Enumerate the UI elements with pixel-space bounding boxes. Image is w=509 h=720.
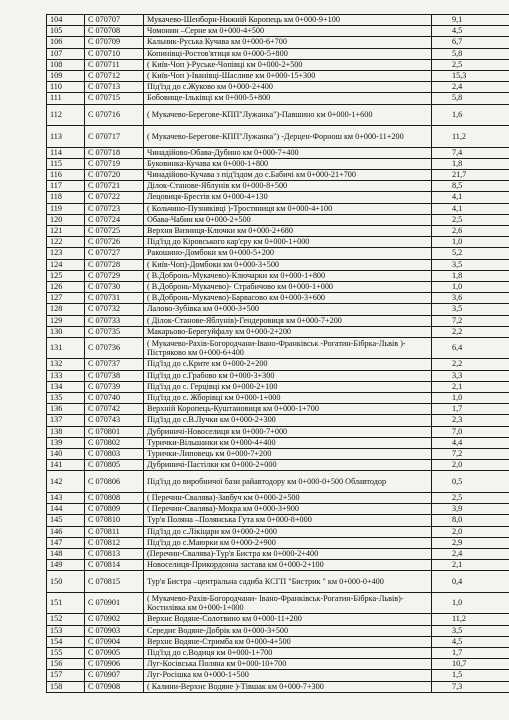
table-row xyxy=(47,126,509,148)
road-code: С 070715 xyxy=(85,93,144,104)
road-length: 1,8 xyxy=(432,270,509,281)
table-row xyxy=(47,82,509,93)
row-number: 137 xyxy=(47,415,85,426)
table-row xyxy=(47,370,509,381)
road-code: С 070713 xyxy=(85,82,144,93)
row-number: 124 xyxy=(47,259,85,270)
road-length: 2,1 xyxy=(432,560,509,571)
row-number: 154 xyxy=(47,636,85,647)
road-code: С 070814 xyxy=(85,560,144,571)
road-name: ( Мукачево-Рахів-Богородчани- Івано-Франківськ-Рогатин-Бібрка-Львів)-Костилівка км 0+000-1+000 xyxy=(144,592,432,614)
road-name: Під'їзд до с.Водиця км 0+000-1+700 xyxy=(144,648,432,659)
table-row xyxy=(47,226,509,237)
road-name: ( Кольчино-Пузняківці )-Тростяниця км 0+000-4+100 xyxy=(144,203,432,214)
road-name: Верхнє Водяне-Стримба км 0+000-4+500 xyxy=(144,636,432,647)
road-name: Дубриничі-Новоселиця км 0+000-7+000 xyxy=(144,426,432,437)
road-name: Лецовиця-Брестів км 0+000-4+130 xyxy=(144,192,432,203)
road-length: 1,8 xyxy=(432,158,509,169)
row-number: 148 xyxy=(47,548,85,559)
row-number: 150 xyxy=(47,571,85,593)
table-row xyxy=(47,315,509,326)
table-row xyxy=(47,515,509,526)
road-name: Верхнє Водяне-Солотвино км 0+000-11+200 xyxy=(144,614,432,625)
row-number: 120 xyxy=(47,214,85,225)
road-length: 7,0 xyxy=(432,426,509,437)
table-row xyxy=(47,326,509,337)
table-row xyxy=(47,248,509,259)
road-code: С 070742 xyxy=(85,404,144,415)
table-row xyxy=(47,448,509,459)
road-length: 3,9 xyxy=(432,504,509,515)
table-row xyxy=(47,158,509,169)
road-length: 5,2 xyxy=(432,248,509,259)
road-code: С 070721 xyxy=(85,181,144,192)
table-row xyxy=(47,471,509,493)
road-length: 2,0 xyxy=(432,526,509,537)
road-name: Чинадійово-Кучава з під'їздом до с.Бабичі км 0+000-21+700 xyxy=(144,170,432,181)
road-code: С 070731 xyxy=(85,293,144,304)
road-name: ( Київ-Чоп )-Руське-Чопівці км 0+000-2+500 xyxy=(144,59,432,70)
road-name: Ракошино-Домбоки км 0+000-5+200 xyxy=(144,248,432,259)
table-row xyxy=(47,393,509,404)
road-length: 4,1 xyxy=(432,192,509,203)
table-row xyxy=(47,592,509,614)
row-number: 142 xyxy=(47,471,85,493)
table-row xyxy=(47,504,509,515)
road-name: ( Калини-Верхнє Водяне )-Тівшак км 0+000-7+300 xyxy=(144,681,432,692)
row-number: 158 xyxy=(47,681,85,692)
table-row xyxy=(47,237,509,248)
row-number: 109 xyxy=(47,70,85,81)
row-number: 139 xyxy=(47,437,85,448)
road-length: 2,5 xyxy=(432,492,509,503)
road-name: Під'їзд до с.Лікіцари км 0+000-2+000 xyxy=(144,526,432,537)
table-row xyxy=(47,37,509,48)
road-name: Під'їзд до с. Герцівці км 0+000-2+100 xyxy=(144,381,432,392)
table-row xyxy=(47,625,509,636)
road-length: 8,0 xyxy=(432,515,509,526)
table-row xyxy=(47,170,509,181)
table-row xyxy=(47,659,509,670)
row-number: 123 xyxy=(47,248,85,259)
road-length: 6,4 xyxy=(432,337,509,359)
road-length: 4,4 xyxy=(432,437,509,448)
table-row xyxy=(47,214,509,225)
road-length: 1,7 xyxy=(432,648,509,659)
table-row xyxy=(47,337,509,359)
table-row xyxy=(47,281,509,292)
road-name: ( Мукачево-Берегове-КПП"Лужанка") -Дерцен-Форнош км 0+000-11+200 xyxy=(144,126,432,148)
table-row xyxy=(47,526,509,537)
row-number: 131 xyxy=(47,337,85,359)
table-row xyxy=(47,437,509,448)
table-row xyxy=(47,192,509,203)
road-code: С 070728 xyxy=(85,259,144,270)
road-code: С 070716 xyxy=(85,104,144,126)
road-code: С 070740 xyxy=(85,393,144,404)
table-row xyxy=(47,670,509,681)
row-number: 118 xyxy=(47,192,85,203)
row-number: 107 xyxy=(47,48,85,59)
table-row xyxy=(47,415,509,426)
table-row xyxy=(47,381,509,392)
table-row xyxy=(47,681,509,692)
road-code: С 070810 xyxy=(85,515,144,526)
road-name: Верхня Визниця-Ключки км 0+000-2+680 xyxy=(144,226,432,237)
road-length: 1,0 xyxy=(432,592,509,614)
row-number: 141 xyxy=(47,460,85,471)
row-number: 119 xyxy=(47,203,85,214)
table-row xyxy=(47,15,509,26)
table-row xyxy=(47,270,509,281)
row-number: 117 xyxy=(47,181,85,192)
road-code: С 070811 xyxy=(85,526,144,537)
row-number: 145 xyxy=(47,515,85,526)
row-number: 130 xyxy=(47,326,85,337)
table-row xyxy=(47,293,509,304)
road-code: С 070719 xyxy=(85,158,144,169)
road-name: Тур'я Бистра –центральна садиба КСГП "Бистрик " км 0+000-0+400 xyxy=(144,571,432,593)
road-code: С 070806 xyxy=(85,471,144,493)
road-code: С 070725 xyxy=(85,226,144,237)
row-number: 147 xyxy=(47,537,85,548)
road-code: С 070709 xyxy=(85,37,144,48)
road-name: Обава-Чабин км 0+000-2+500 xyxy=(144,214,432,225)
row-number: 122 xyxy=(47,237,85,248)
road-length: 2,6 xyxy=(432,226,509,237)
road-code: С 070906 xyxy=(85,659,144,670)
road-code: С 070812 xyxy=(85,537,144,548)
row-number: 144 xyxy=(47,504,85,515)
table-row xyxy=(47,404,509,415)
road-code: С 070735 xyxy=(85,326,144,337)
road-length: 10,7 xyxy=(432,659,509,670)
row-number: 105 xyxy=(47,26,85,37)
table-row xyxy=(47,537,509,548)
road-length: 2,4 xyxy=(432,548,509,559)
road-name: Лалово-Зубівка км 0+000-3+500 xyxy=(144,304,432,315)
table-row xyxy=(47,259,509,270)
road-length: 5,8 xyxy=(432,93,509,104)
row-number: 133 xyxy=(47,370,85,381)
table-row xyxy=(47,104,509,126)
road-length: 2,2 xyxy=(432,359,509,370)
road-length: 3,3 xyxy=(432,370,509,381)
road-length: 2,1 xyxy=(432,381,509,392)
row-number: 132 xyxy=(47,359,85,370)
table-row xyxy=(47,181,509,192)
table-row xyxy=(47,648,509,659)
road-code: С 070727 xyxy=(85,248,144,259)
row-number: 140 xyxy=(47,448,85,459)
table-row xyxy=(47,492,509,503)
road-name: Чомонин –Серне км 0+000-4+500 xyxy=(144,26,432,37)
road-name: Бобовище-Ільківці км 0+000-5+800 xyxy=(144,93,432,104)
road-code: С 070908 xyxy=(85,681,144,692)
row-number: 155 xyxy=(47,648,85,659)
row-number: 149 xyxy=(47,560,85,571)
road-name: Під'їзд до с.Грабово км 0+000-3+300 xyxy=(144,370,432,381)
row-number: 127 xyxy=(47,293,85,304)
road-code: С 070708 xyxy=(85,26,144,37)
road-name: Під'їзд до с. Жборівці км 0+000-1+000 xyxy=(144,393,432,404)
table-row xyxy=(47,560,509,571)
table-row xyxy=(47,359,509,370)
road-length: 2,5 xyxy=(432,59,509,70)
road-length: 4,5 xyxy=(432,636,509,647)
row-number: 121 xyxy=(47,226,85,237)
road-name: ( Мукачево-Берегове-КПП"Лужанка")-Павшино км 0+000-1+600 xyxy=(144,104,432,126)
row-number: 136 xyxy=(47,404,85,415)
road-code: С 070743 xyxy=(85,415,144,426)
road-code: С 070815 xyxy=(85,571,144,593)
road-code: С 070707 xyxy=(85,15,144,26)
road-code: С 070805 xyxy=(85,460,144,471)
road-code: С 070809 xyxy=(85,504,144,515)
road-code: С 070710 xyxy=(85,48,144,59)
road-name: Кальник-Руська Кучава км 0+000-6+700 xyxy=(144,37,432,48)
road-length: 3,5 xyxy=(432,304,509,315)
row-number: 125 xyxy=(47,270,85,281)
row-number: 115 xyxy=(47,158,85,169)
road-name: Під'їзд до с.Крите км 0+000-2+200 xyxy=(144,359,432,370)
road-length: 2,4 xyxy=(432,82,509,93)
road-name: ( В.Добронь-Мукачево)-Ключарки км 0+000-1+800 xyxy=(144,270,432,281)
row-number: 138 xyxy=(47,426,85,437)
road-length: 6,7 xyxy=(432,37,509,48)
road-code: С 070717 xyxy=(85,126,144,148)
row-number: 143 xyxy=(47,492,85,503)
road-code: С 070723 xyxy=(85,203,144,214)
road-code: С 070904 xyxy=(85,636,144,647)
road-length: 4,5 xyxy=(432,26,509,37)
row-number: 126 xyxy=(47,281,85,292)
row-number: 128 xyxy=(47,304,85,315)
road-name: ( Мукачево-Рахів-Богородчани-Івано-Франківськ -Рогатин-Бібрка-Львів )-Пістряково км 0+000-6+400 xyxy=(144,337,432,359)
road-length: 8,5 xyxy=(432,181,509,192)
table-row xyxy=(47,147,509,158)
road-length: 0,5 xyxy=(432,471,509,493)
road-name: Буковинка-Кучава км 0+000-1+800 xyxy=(144,158,432,169)
row-number: 111 xyxy=(47,93,85,104)
road-name: ( Перечин-Свалява)-Мокра км 0+000-3+900 xyxy=(144,504,432,515)
road-length: 9,1 xyxy=(432,15,509,26)
road-name: Під'їзд до Кіровського кар'єру км 0+000-1+000 xyxy=(144,237,432,248)
road-name: ( В.Добронь-Мукачево)-Барвасово км 0+000-3+600 xyxy=(144,293,432,304)
road-length: 4,1 xyxy=(432,203,509,214)
road-name: Луг-Косівська Поляна км 0+000-10+700 xyxy=(144,659,432,670)
table-row xyxy=(47,548,509,559)
road-name: Луг-Росішка км 0+000-1+500 xyxy=(144,670,432,681)
road-code: С 070903 xyxy=(85,625,144,636)
road-name: Дубриничі-Пастілки км 0+000-2+000 xyxy=(144,460,432,471)
road-name: Макарьово-Берегуйфалу км 0+000-2+200 xyxy=(144,326,432,337)
road-name: ( Ділок-Станове-Яблунів)-Гендеровиця км 0+000-7+200 xyxy=(144,315,432,326)
road-code: С 070718 xyxy=(85,147,144,158)
table-row xyxy=(47,460,509,471)
road-length: 15,3 xyxy=(432,70,509,81)
road-code: С 070808 xyxy=(85,492,144,503)
road-name: Новоселиця-Прикордонна застава км 0+000-2+100 xyxy=(144,560,432,571)
road-length: 5,8 xyxy=(432,48,509,59)
road-code: С 070732 xyxy=(85,304,144,315)
road-name: Копинівці-Ростов'ятиця км 0+000-5+800 xyxy=(144,48,432,59)
road-length: 7,2 xyxy=(432,448,509,459)
table-row xyxy=(47,48,509,59)
road-name: Турички-Вільшанки км 0+000-4+400 xyxy=(144,437,432,448)
road-name: ( Київ-Чоп )-Іванівці-Шасливе км 0+000-15+300 xyxy=(144,70,432,81)
road-code: С 070802 xyxy=(85,437,144,448)
road-code: С 070901 xyxy=(85,592,144,614)
row-number: 153 xyxy=(47,625,85,636)
road-length: 11,2 xyxy=(432,126,509,148)
road-length: 2,2 xyxy=(432,326,509,337)
road-length: 2,3 xyxy=(432,415,509,426)
row-number: 116 xyxy=(47,170,85,181)
road-length: 2,5 xyxy=(432,214,509,225)
row-number: 156 xyxy=(47,659,85,670)
table-row xyxy=(47,636,509,647)
road-name: ( В.Добронь-Мукачево)- Страбичово км 0+000-1+000 xyxy=(144,281,432,292)
road-code: С 070737 xyxy=(85,359,144,370)
road-code: С 070738 xyxy=(85,370,144,381)
table-row xyxy=(47,26,509,37)
road-length: 1,0 xyxy=(432,237,509,248)
road-code: С 070733 xyxy=(85,315,144,326)
road-name: Тур'я Поляна –Полянська Гута км 0+000-8+000 xyxy=(144,515,432,526)
road-length: 1,7 xyxy=(432,404,509,415)
row-number: 134 xyxy=(47,381,85,392)
table-row xyxy=(47,426,509,437)
road-code: С 070902 xyxy=(85,614,144,625)
road-code: С 070905 xyxy=(85,648,144,659)
road-length: 2,9 xyxy=(432,537,509,548)
row-number: 151 xyxy=(47,592,85,614)
road-length: 3,6 xyxy=(432,293,509,304)
road-length: 7,3 xyxy=(432,681,509,692)
road-code: С 070726 xyxy=(85,237,144,248)
road-name: Турички-Липовець км 0+000-7+200 xyxy=(144,448,432,459)
road-name: Під'їзд до с.Маюрки км 0+000-2+900 xyxy=(144,537,432,548)
road-code: С 070907 xyxy=(85,670,144,681)
road-length: 0,4 xyxy=(432,571,509,593)
road-name: ( Перечин-Свалява)-Завбуч км 0+000-2+500 xyxy=(144,492,432,503)
row-number: 157 xyxy=(47,670,85,681)
roads-table-body xyxy=(47,15,509,693)
road-length: 11,2 xyxy=(432,614,509,625)
row-number: 152 xyxy=(47,614,85,625)
road-length: 1,6 xyxy=(432,104,509,126)
road-name: Ділок-Станове-Яблунів км 0+000-8+500 xyxy=(144,181,432,192)
row-number: 113 xyxy=(47,126,85,148)
road-length: 3,5 xyxy=(432,625,509,636)
road-name: Верхній Коропець-Куштановиця км 0+000-1+700 xyxy=(144,404,432,415)
road-code: С 070803 xyxy=(85,448,144,459)
road-length: 7,4 xyxy=(432,147,509,158)
table-row xyxy=(47,59,509,70)
roads-table xyxy=(46,14,509,693)
table-row xyxy=(47,304,509,315)
road-code: С 070736 xyxy=(85,337,144,359)
road-code: С 070720 xyxy=(85,170,144,181)
road-code: С 070739 xyxy=(85,381,144,392)
row-number: 146 xyxy=(47,526,85,537)
row-number: 114 xyxy=(47,147,85,158)
road-length: 2,0 xyxy=(432,460,509,471)
road-length: 7,2 xyxy=(432,315,509,326)
road-code: С 070801 xyxy=(85,426,144,437)
road-length: 21,7 xyxy=(432,170,509,181)
row-number: 135 xyxy=(47,393,85,404)
road-name: Середнє Водяне-Добрік км 0+000-3+500 xyxy=(144,625,432,636)
row-number: 106 xyxy=(47,37,85,48)
row-number: 104 xyxy=(47,15,85,26)
road-code: С 070722 xyxy=(85,192,144,203)
table-row xyxy=(47,571,509,593)
table-row xyxy=(47,614,509,625)
table-row xyxy=(47,93,509,104)
road-name: Чинадійово-Обава-Дубино км 0+000-7+400 xyxy=(144,147,432,158)
row-number: 110 xyxy=(47,82,85,93)
road-name: Під'їзд до с.Жуково км 0+000-2+400 xyxy=(144,82,432,93)
road-name: Під'їзд до виробничої бази райавтодору км 0+000-0+500 Облавтодор xyxy=(144,471,432,493)
table-row xyxy=(47,203,509,214)
road-code: С 070813 xyxy=(85,548,144,559)
road-name: Під'їзд до с.В.Лучки км 0+000-2+300 xyxy=(144,415,432,426)
row-number: 108 xyxy=(47,59,85,70)
table-row xyxy=(47,70,509,81)
row-number: 112 xyxy=(47,104,85,126)
road-code: С 070712 xyxy=(85,70,144,81)
road-name: ( Київ-Чоп)-Домбоки км 0+000-3+500 xyxy=(144,259,432,270)
road-code: С 070729 xyxy=(85,270,144,281)
road-code: С 070730 xyxy=(85,281,144,292)
road-code: С 070724 xyxy=(85,214,144,225)
road-length: 3,5 xyxy=(432,259,509,270)
road-length: 1,0 xyxy=(432,393,509,404)
road-length: 1,0 xyxy=(432,281,509,292)
road-code: С 070711 xyxy=(85,59,144,70)
road-length: 1,5 xyxy=(432,670,509,681)
road-name: Мукачево-Шенборн-Нижній Коропець км 0+000-9+100 xyxy=(144,15,432,26)
road-name: (Перечин-Свалява)-Тур'я Бистра км 0+000-2+400 xyxy=(144,548,432,559)
row-number: 129 xyxy=(47,315,85,326)
